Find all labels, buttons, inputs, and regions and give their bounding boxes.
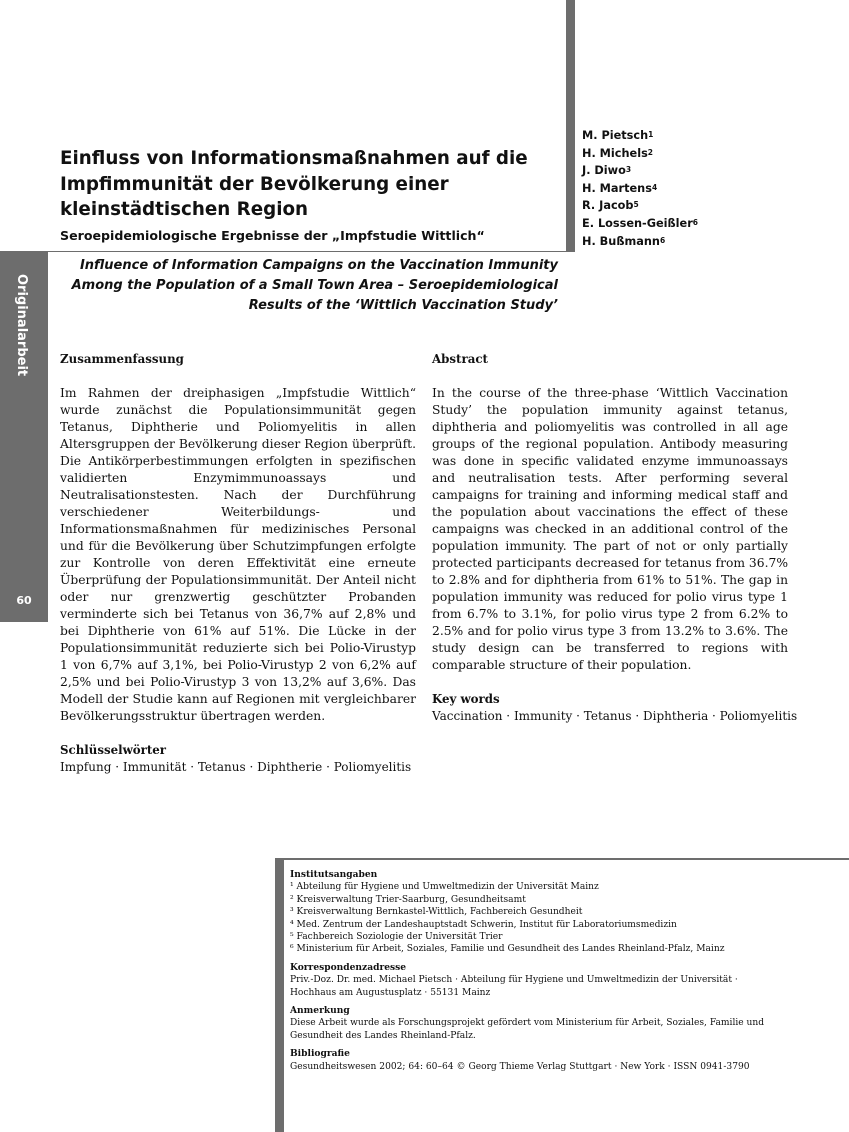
section-label: Originalarbeit — [14, 274, 29, 377]
keywords-list: Vaccination · Immunity · Tetanus · Diphtheria · Poliomyelitis — [432, 709, 798, 723]
author-list — [582, 128, 698, 251]
correspondence-heading: Korrespondenzadresse — [290, 961, 407, 973]
abstract-column — [432, 351, 798, 725]
zusammenfassung-text: Im Rahmen der dreiphasigen „Impfstudie Wittlich“ wurde zunächst die Populationsimmunität gegen Tetanus, Diphtherie und Poliomyelitis in allen Altersgruppen der Bevölkerung dieser Region überprüft. Die Antikörperbestimmungen erfolgten in spezifischen validierten Enzymimmunoassays und Neutralisationstesten. Nach der Durchführung verschiedener Weiterbildungs- und Informationsmaßnahmen für medizinisches Personal und für die Bevölkerung über Schutzimpfungen erfolgte zur Kontrolle von deren Effektivität eine erneute Überprüfung der Populationsimmunität. Der Anteil nicht oder nur grenzwertig geschützter Probanden verminderte sich bei Tetanus von 36,7% auf 2,8% und bei Diphtherie von 61% auf 51%. Die Lücke in der Populationsimmunität reduzierte sich bei Polio-Virustyp 1 von 6,7% auf 3,1%, bei Polio-Virustyp 2 von 6,2% auf 2,5% und bei Polio-Virustyp 3 von 13,2% auf 3,6%. Das Modell der Studie kann auf Regionen mit vergleichbarer Bevölkerungsstruktur übertragen werden. — [60, 386, 416, 723]
correspondence-line: Priv.-Doz. Dr. med. Michael Pietsch · Abteilung für Hygiene und Umweltmedizin der Universität · — [290, 975, 738, 986]
note-section — [290, 1005, 845, 1042]
institute-line: ² Kreisverwaltung Trier-Saarburg, Gesundheitsamt — [290, 894, 526, 905]
note-line: Gesundheit des Landes Rheinland-Pfalz. — [290, 1030, 476, 1041]
correspondence-section — [290, 962, 845, 999]
institute-heading: Institutsangaben — [290, 869, 378, 880]
institute-line: ⁵ Fachbereich Soziologie der Universität Trier — [290, 932, 503, 943]
page-number: 60 — [16, 594, 32, 607]
schluesselwoerter-list: Impfung · Immunität · Tetanus · Diphtherie · Poliomyelitis — [60, 760, 412, 774]
bibliography-heading: Bibliografie — [290, 1048, 350, 1060]
note-line: Diese Arbeit wurde als Forschungsprojekt gefördert vom Ministerium für Arbeit, Soziales, Familie und — [290, 1018, 765, 1029]
institute-info-box — [275, 858, 849, 1132]
abstract-heading: Abstract — [432, 352, 488, 366]
schluesselwoerter-heading: Schlüsselwörter — [60, 743, 167, 757]
zusammenfassung-column — [60, 351, 416, 776]
title-horizontal-rule — [0, 251, 570, 252]
title-vertical-rule — [566, 0, 575, 252]
institute-section — [290, 869, 845, 956]
author: H. Martens$^4$ — [582, 181, 658, 195]
institute-line: ¹ Abteilung für Hygiene und Umweltmedizin der Universität Mainz — [290, 882, 599, 893]
bibliography-section — [290, 1048, 845, 1073]
english-title: Influence of Information Campaigns on the Vaccination Immunity Among the Population of a Small Town Area – Seroepidemiological Results of the ‘Wittlich Vaccination Study’ — [71, 258, 558, 313]
zusammenfassung-heading: Zusammenfassung — [60, 352, 184, 366]
article-title: Einfluss von Informationsmaßnahmen auf die Impfimmunität der Bevölkerung einer kleinstädtischen Region — [60, 148, 528, 220]
keywords-heading: Key words — [432, 692, 500, 706]
author: J. Diwo$^3$ — [582, 164, 632, 178]
author: H. Michels$^2$ — [582, 146, 654, 160]
author: M. Pietsch$^1$ — [582, 129, 654, 142]
author: H. Bußmann$^6$ — [582, 234, 666, 248]
institute-line: ⁶ Ministerium für Arbeit, Soziales, Familie und Gesundheit des Landes Rheinland-Pfalz, Mainz — [290, 944, 725, 955]
institute-line: ³ Kreisverwaltung Bernkastel-Wittlich, Fachbereich Gesundheit — [290, 907, 583, 918]
institute-line: ⁴ Med. Zentrum der Landeshauptstadt Schwerin, Institut für Laboratoriumsmedizin — [290, 919, 677, 930]
bibliography-line: Gesundheitswesen 2002; 64: 60–64 © Georg Thieme Verlag Stuttgart · New York · ISSN 0941-3790 — [290, 1061, 750, 1072]
correspondence-line: Hochhaus am Augustusplatz · 55131 Mainz — [290, 987, 491, 998]
author: E. Lossen-Geißler$^6$ — [582, 216, 698, 230]
article-subtitle: Seroepidemiologische Ergebnisse der „Impfstudie Wittlich“ — [60, 228, 485, 243]
note-heading: Anmerkung — [290, 1005, 350, 1017]
author: R. Jacob$^5$ — [582, 199, 639, 213]
abstract-text: In the course of the three-phase ‘Wittlich Vaccination Study’ the population immunity against tetanus, diphtheria and poliomyelitis was controlled in all age groups of the regional population. Antibody measuring was done in specific validated enzyme immunoassays and neutralisation tests. After performing several campaigns for training and informing medical staff and the population about vaccinations the effect of these campaigns was checked in an additional control of the population immunity. The part of not or only partially protected participants decreased for tetanus from 36.7% to 2.8% and for diphtheria from 61% to 51%. The gap in population immunity was reduced for polio virus type 1 from 6.7% to 3.1%, for polio virus type 2 from 6.2% to 2.5% and for polio virus type 3 from 13.2% to 3.6%. The study design can be transferred to regions with comparable structure of their population. — [432, 386, 788, 672]
